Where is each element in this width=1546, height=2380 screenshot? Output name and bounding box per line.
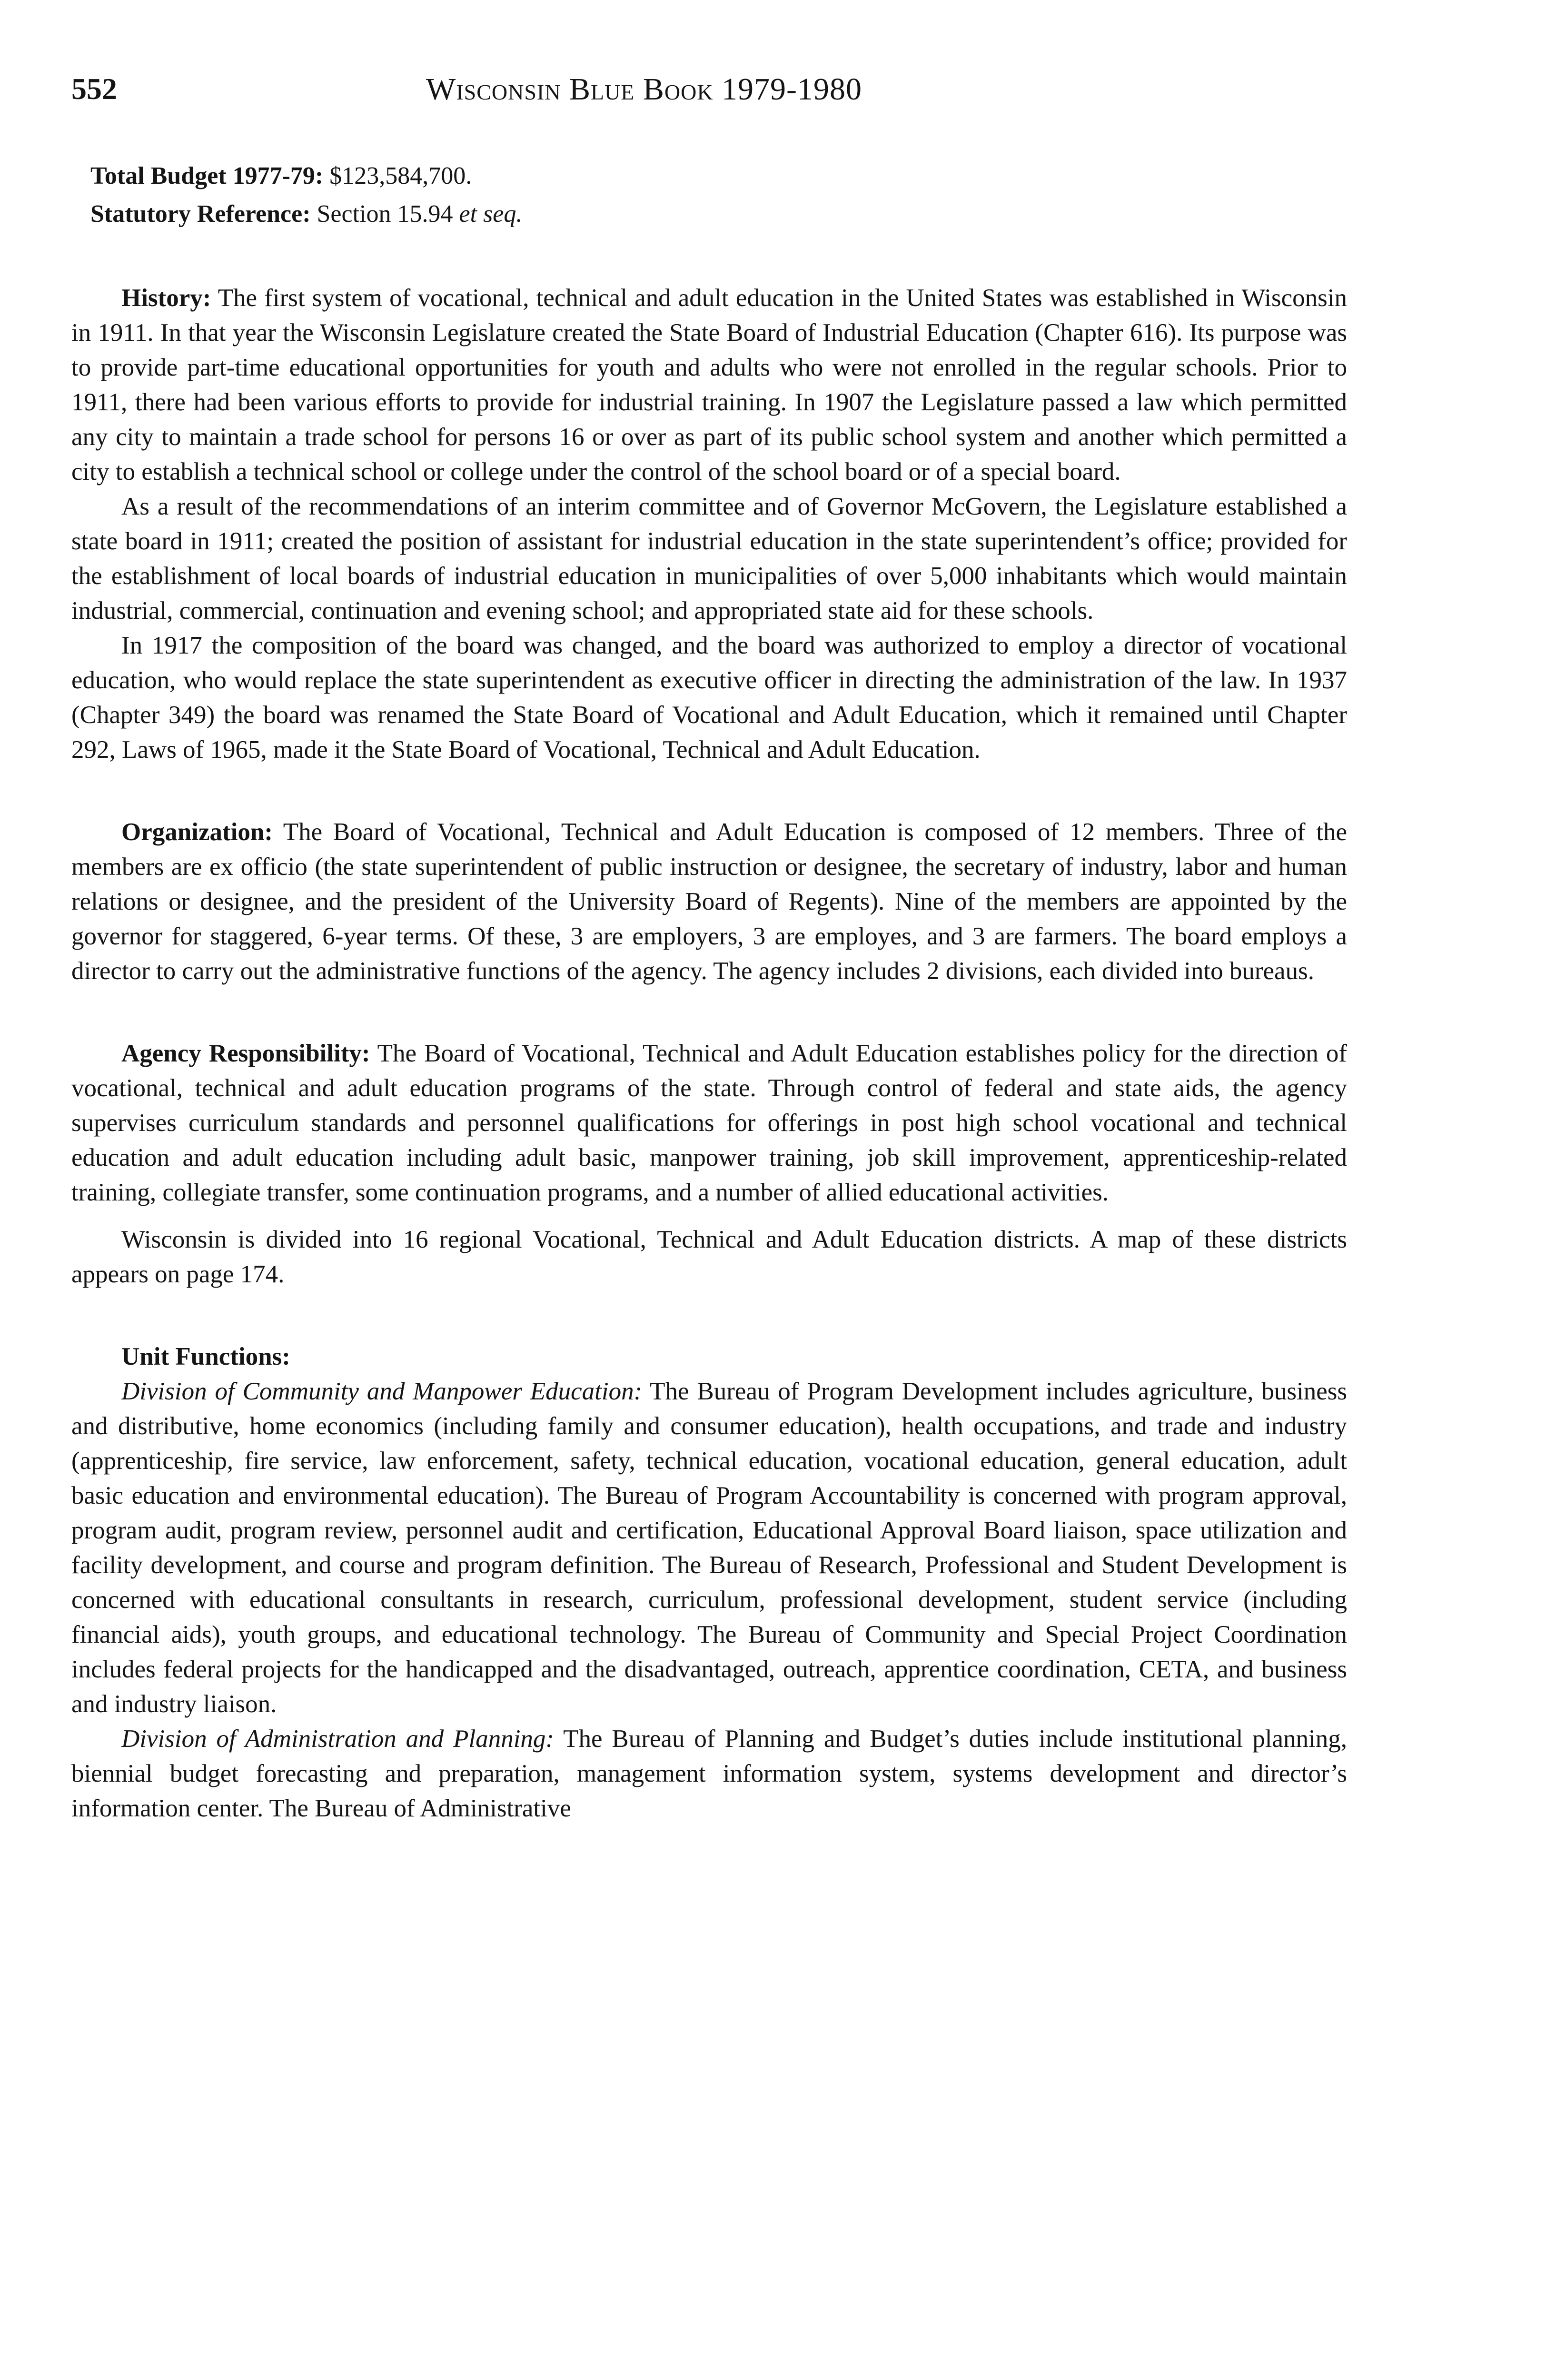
organization-paragraph	[71, 815, 1347, 989]
administration-division-text: The Bureau of Planning and Budget’s duties include institutional planning, biennial budget forecasting and preparation, management information system, systems development and director’s information center. The Bureau of Administrative	[71, 1725, 1348, 1822]
history-paragraph-2: As a result of the recommendations of an interim committee and of Governor McGovern, the Legislature established a state board in 1911; created the position of assistant for industrial education in the state superintendent’s office; provided for the establishment of local boards of industrial education in municipalities of over 5,000 inhabitants which would maintain industrial, commercial, continuation and evening school; and appropriated state aid for these schools.	[71, 493, 1347, 625]
administration-division-title: Division of Administration and Planning:	[121, 1725, 555, 1753]
unit-functions-heading: Unit Functions:	[121, 1343, 290, 1370]
total-budget-label: Total Budget 1977-79:	[90, 162, 324, 189]
history-paragraph-3: In 1917 the composition of the board was changed, and the board was authorized to employ a director of vocational education, who would replace the state superintendent as executive officer in directing the administration of the law. In 1937 (Chapter 349) the board was renamed the State Board of Vocational and Adult Education, which it remained until Chapter 292, Laws of 1965, made it the State Board of Vocational, Technical and Adult Education.	[71, 632, 1347, 764]
statutory-reference-section: Section 15.94	[317, 200, 453, 228]
statutory-reference-label: Statutory Reference:	[90, 200, 311, 228]
community-division-text: The Bureau of Program Development includes agriculture, business and distributive, home economics (including family and consumer education), health occupations, and trade and industry (apprenticeship, fire service, law enforcement, safety, technical education, vocational education, general education, adult basic education and environmental education). The Bureau of Program Accountability is concerned with program approval, program audit, program review, personnel audit and certification, Educational Approval Board liaison, space utilization and facility development, and course and program definition. The Bureau of Research, Professional and Student Development is concerned with educational consultants in research, curriculum, professional development, student service (including financial aids), youth groups, and educational technology. The Bureau of Community and Special Project Coordination includes federal projects for the handicapped and the disadvantaged, outreach, apprentice coordination, CETA, and business and industry liaison.	[71, 1378, 1347, 1718]
history-paragraph	[71, 281, 1347, 489]
history-heading: History:	[121, 284, 211, 312]
agency-responsibility-paragraph	[71, 1036, 1347, 1210]
article-body	[71, 281, 1347, 1826]
community-division-title: Division of Community and Manpower Education:	[121, 1378, 643, 1405]
statutory-reference-suffix: et seq.	[459, 200, 523, 228]
history-text: The first system of vocational, technical and adult education in the United States was established in Wisconsin in 1911. In that year the Wisconsin Legislature created the State Board of Industrial Education (Chapter 616). Its purpose was to provide part-time educational opportunities for youth and adults who were not enrolled in the regular schools. Prior to 1911, there had been various efforts to provide for industrial training. In 1907 the Legislature passed a law which permitted any city to maintain a trade school for persons 16 or over as part of its public school system and another which permitted a city to establish a technical school or college under the control of the school board or of a special board.	[71, 284, 1347, 486]
page-number: 552	[71, 72, 117, 106]
total-budget-value: $123,584,700.	[329, 162, 472, 189]
page-header	[71, 71, 1347, 124]
total-budget-line	[90, 157, 1328, 195]
organization-text: The Board of Vocational, Technical and Adult Education is composed of 12 members. Three of the members are ex officio (the state superintendent of public instruction or designee, the secretary of industry, labor and human relations or designee, and the president of the University Board of Regents). Nine of the members are appointed by the governor for staggered, 6-year terms. Of these, 3 are employers, 3 are employes, and 3 are farmers. The board employs a director to carry out the administrative functions of the agency. The agency includes 2 divisions, each divided into bureaus.	[71, 818, 1347, 985]
districts-paragraph: Wisconsin is divided into 16 regional Vocational, Technical and Adult Education districts. A map of these districts appears on page 174.	[71, 1226, 1347, 1288]
book-page	[71, 0, 1347, 2380]
agency-responsibility-heading: Agency Responsibility:	[121, 1040, 370, 1067]
agency-summary	[90, 157, 1328, 233]
community-division-paragraph	[71, 1374, 1347, 1722]
statutory-reference-line	[90, 195, 1328, 233]
organization-heading: Organization:	[121, 818, 273, 846]
agency-responsibility-text: The Board of Vocational, Technical and Adult Education establishes policy for the direction of vocational, technical and adult education programs of the state. Through control of federal and state aids, the agency supervises curriculum standards and personnel qualifications for offerings in post high school vocational and technical education and adult education including adult basic, manpower training, job skill improvement, apprenticeship-related training, collegiate transfer, some continuation programs, and a number of allied educational activities.	[71, 1040, 1347, 1206]
administration-division-paragraph	[71, 1722, 1347, 1826]
running-title: Wisconsin Blue Book 1979-1980	[426, 72, 862, 107]
